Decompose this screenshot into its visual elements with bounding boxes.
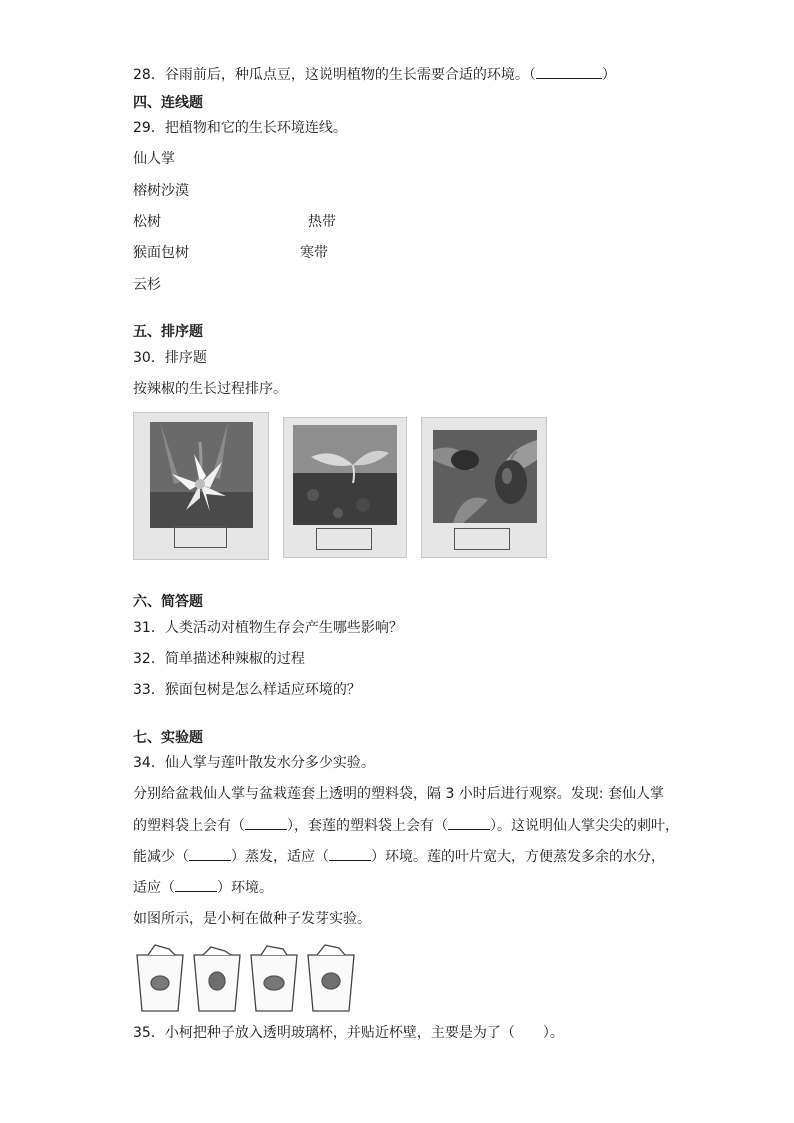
question-31: 31．人类活动对植物生存会产生哪些影响？ — [133, 620, 403, 636]
answer-blank[interactable] — [189, 860, 231, 861]
text-fragment: ）。这说明仙人掌尖尖的刺叶， — [490, 818, 679, 834]
fruit-image — [433, 430, 537, 523]
question-34-line-1: 分别给盆栽仙人掌与盆栽莲套上透明的塑料袋，隔 3 小时后进行观察。发现: 套仙人掌 — [133, 786, 664, 802]
environment-item[interactable]: 寒带 — [300, 245, 328, 261]
question-28 — [133, 66, 616, 84]
order-answer-box[interactable] — [316, 528, 372, 550]
section-heading-experiment: 七、实验题 — [133, 730, 203, 746]
answer-blank[interactable] — [448, 829, 490, 830]
text-fragment: ）环境。莲的叶片宽大，方便蒸发多余的水分， — [371, 849, 665, 865]
order-answer-box[interactable] — [174, 526, 227, 548]
question-34-line-3 — [133, 848, 665, 866]
text-fragment: ），套莲的塑料袋上会有（ — [287, 818, 448, 834]
answer-blank[interactable] — [175, 891, 217, 892]
environment-item[interactable]: 热带 — [308, 214, 336, 230]
answer-blank[interactable] — [329, 860, 371, 861]
plant-item[interactable]: 云杉 — [133, 277, 161, 293]
plant-item[interactable]: 松树 — [133, 214, 161, 230]
answer-blank[interactable] — [536, 78, 602, 79]
section-heading-matching: 四、连线题 — [133, 95, 203, 111]
answer-blank[interactable] — [245, 829, 287, 830]
pepper-seedling-photo — [283, 417, 407, 558]
question-28-text: 28．谷雨前后，种瓜点豆，这说明植物的生长需要合适的环境。（ — [133, 67, 536, 83]
text-fragment: ）蒸发，适应（ — [231, 849, 329, 865]
pepper-fruit-photo — [421, 417, 547, 558]
order-answer-box[interactable] — [454, 528, 510, 550]
question-35: 35．小柯把种子放入透明玻璃杯，并贴近杯壁，主要是为了（ ）。 — [133, 1025, 564, 1041]
question-30-stem: 30．排序题 — [133, 350, 207, 366]
text-fragment: 的塑料袋上会有（ — [133, 818, 245, 834]
question-34-stem: 34．仙人掌与莲叶散发水分多少实验。 — [133, 755, 375, 771]
question-34-line-4 — [133, 879, 273, 897]
question-34-line-2 — [133, 817, 679, 835]
plant-item[interactable]: 仙人掌 — [133, 151, 175, 167]
plant-item[interactable]: 榕树沙漠 — [133, 183, 189, 199]
section-heading-ordering: 五、排序题 — [133, 324, 203, 340]
section-heading-short-answer: 六、简答题 — [133, 594, 203, 610]
seed-germination-cups-image — [133, 943, 368, 1015]
question-28-close: ） — [601, 67, 616, 83]
text-fragment: ）环境。 — [217, 880, 273, 896]
question-32: 32．简单描述种辣椒的过程 — [133, 651, 305, 667]
seedling-image — [293, 425, 397, 525]
question-30-instruction: 按辣椒的生长过程排序。 — [133, 381, 287, 397]
flower-image — [150, 422, 253, 528]
question-34-intro: 如图所示，是小柯在做种子发芽实验。 — [133, 911, 371, 927]
question-29-stem: 29．把植物和它的生长环境连线。 — [133, 120, 347, 136]
question-33: 33．猴面包树是怎么样适应环境的？ — [133, 682, 361, 698]
pepper-flower-photo — [133, 412, 269, 560]
text-fragment: 能减少（ — [133, 849, 189, 865]
text-fragment: 适应（ — [133, 880, 175, 896]
plant-item[interactable]: 猴面包树 — [133, 245, 189, 261]
